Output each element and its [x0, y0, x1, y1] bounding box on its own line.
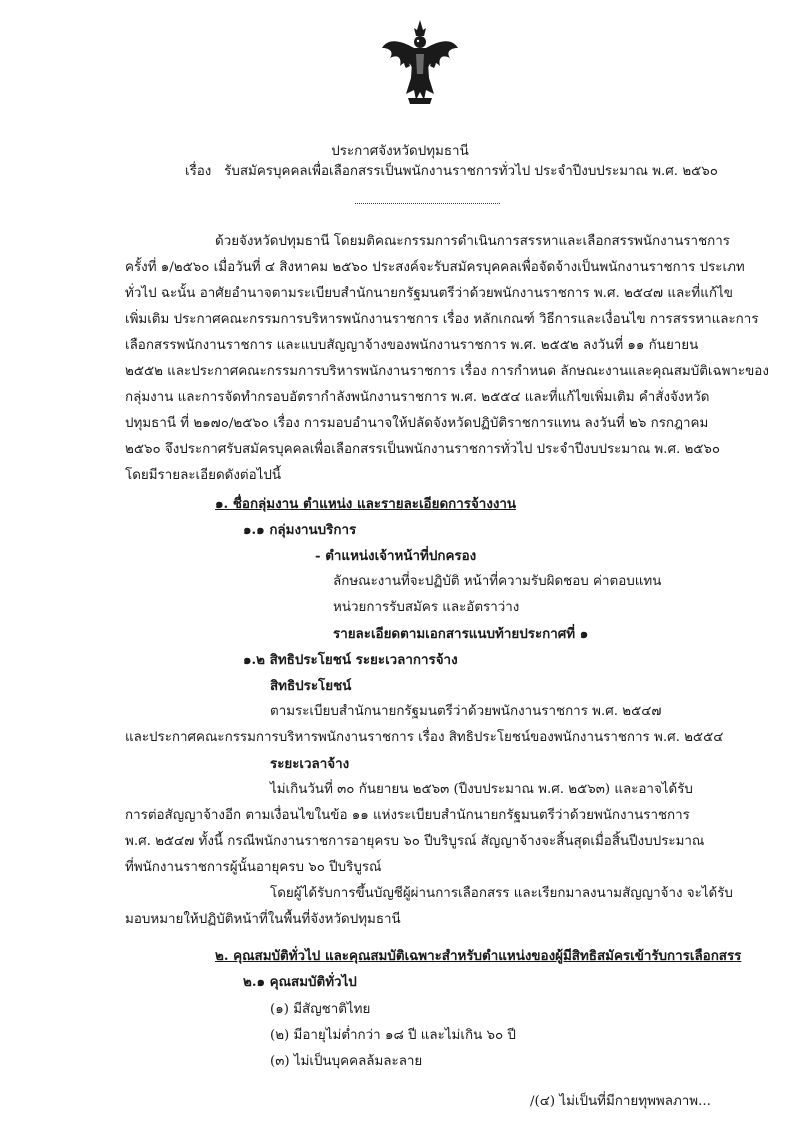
continuation-note: /(๔) ไม่เป็นที่มีกายทุพพลภาพ...: [530, 1094, 711, 1109]
intro-line: ทั่วไป ฉะนั้น อาศัยอำนาจตามระเบียบสำนักนายกรัฐมนตรีว่าด้วยพนักงานราชการ พ.ศ. ๒๕๔๗ และที่แก้ไข: [125, 286, 733, 301]
subsection-1-1: ๑.๑ กลุ่มงานบริการ: [243, 522, 357, 538]
term-text: ไม่เกินวันที่ ๓๐ กันยายน ๒๕๖๓ (ปีงบประมาณ พ.ศ. ๒๕๖๓) และอาจได้รับ: [270, 782, 693, 797]
benefits-text: และประกาศคณะกรรมการบริหารพนักงานราชการ เรื่อง สิทธิประโยชน์ของพนักงานราชการ พ.ศ. ๒๕๕๔: [125, 730, 724, 745]
benefits-title: สิทธิประโยชน์: [270, 678, 352, 694]
subject-text: รับสมัครบุคคลเพื่อเลือกสรรเป็นพนักงานราชการทั่วไป ประจำปีงบประมาณ พ.ศ. ๒๕๖๐: [224, 164, 718, 179]
qualification-item: (๑) มีสัญชาติไทย: [270, 1002, 371, 1017]
term-text: พ.ศ. ๒๕๔๗ ทั้งนี้ กรณีพนักงานราชการอายุครบ ๖๐ ปีบริบูรณ์ สัญญาจ้างจะสิ้นสุดเมื่อสิ้นปีงบประมาณ: [125, 834, 705, 849]
intro-line: ปทุมธานี ที่ ๒๑๗๐/๒๕๖๐ เรื่อง การมอบอำนาจให้ปลัดจังหวัดปฏิบัติราชการแทน ลงวันที่ ๒๖ กรกฎาคม: [125, 416, 709, 431]
term-text: การต่อสัญญาจ้างอีก ตามเงื่อนไขในข้อ ๑๑ แห่งระเบียบสำนักนายกรัฐมนตรีว่าด้วยพนักงานราชการ: [125, 808, 690, 823]
qualification-item: (๓) ไม่เป็นบุคคลล้มละลาย: [270, 1054, 423, 1069]
intro-line: ๒๕๕๒ และประกาศคณะกรรมการบริหารพนักงานราชการ เรื่อง การกำหนด ลักษณะงานและคุณสมบัติเฉพาะของ: [125, 364, 769, 379]
document-title: ประกาศจังหวัดปทุมธานี: [331, 144, 469, 159]
qualification-item: (๒) มีอายุไม่ต่ำกว่า ๑๘ ปี และไม่เกิน ๖๐ ปี: [270, 1028, 516, 1043]
intro-line: เพิ่มเติม ประกาศคณะกรรมการบริหารพนักงานราชการ เรื่อง หลักเกณฑ์ วิธีการและเงื่อนไข การสรรหาและการ: [125, 312, 759, 327]
intro-line: โดยมีรายละเอียดดังต่อไปนี้: [125, 468, 282, 483]
subsection-2-1: ๒.๑ คุณสมบัติทั่วไป: [243, 974, 357, 990]
assignment-text: โดยผู้ได้รับการขึ้นบัญชีผู้ผ่านการเลือกสรร และเรียกมาลงนามสัญญาจ้าง จะได้รับ: [270, 886, 733, 901]
subsection-1-2: ๑.๒ สิทธิประโยชน์ ระยะเวลาการจ้าง: [243, 652, 458, 668]
term-text: ที่พนักงานราชการผู้นั้นอายุครบ ๖๐ ปีบริบูรณ์: [125, 860, 382, 875]
intro-line: เลือกสรรพนักงานราชการ และแบบสัญญาจ้างของพนักงานราชการ พ.ศ. ๒๕๕๒ ลงวันที่ ๑๑ กันยายน: [125, 338, 699, 353]
subject-label: เรื่อง: [185, 164, 212, 179]
detail-reference: รายละเอียดตามเอกสารแนบท้ายประกาศที่ ๑: [333, 626, 589, 642]
garuda-emblem-icon: [380, 18, 460, 108]
divider-dots: [355, 203, 500, 204]
section-1-heading: ๑. ชื่อกลุ่มงาน ตำแหน่ง และรายละเอียดการจ้างงาน: [215, 496, 517, 512]
section-2-heading: ๒. คุณสมบัติทั่วไป และคุณสมบัติเฉพาะสำหรับตำแหน่งของผู้มีสิทธิสมัครเข้ารับการเลือกสรร: [215, 948, 742, 964]
position-desc: หน่วยการรับสมัคร และอัตราว่าง: [333, 600, 520, 615]
position-title: - ตำแหน่งเจ้าหน้าที่ปกครอง: [315, 548, 477, 564]
assignment-text: มอบหมายให้ปฏิบัติหน้าที่ในพื้นที่จังหวัดปทุมธานี: [125, 912, 401, 927]
benefits-text: ตามระเบียบสำนักนายกรัฐมนตรีว่าด้วยพนักงานราชการ พ.ศ. ๒๕๔๗: [270, 704, 662, 719]
intro-line: ด้วยจังหวัดปทุมธานี โดยมติคณะกรรมการดำเนินการสรรหาและเลือกสรรพนักงานราชการ: [215, 234, 730, 249]
position-desc: ลักษณะงานที่จะปฏิบัติ หน้าที่ความรับผิดชอบ ค่าตอบแทน: [333, 574, 662, 589]
term-title: ระยะเวลาจ้าง: [270, 756, 350, 772]
intro-line: ๒๕๖๐ จึงประกาศรับสมัครบุคคลเพื่อเลือกสรรเป็นพนักงานราชการทั่วไป ประจำปีงบประมาณ พ.ศ. ๒๕๖๐: [125, 442, 721, 457]
intro-line: กลุ่มงาน และการจัดทำกรอบอัตรากำลังพนักงานราชการ พ.ศ. ๒๕๕๔ และที่แก้ไขเพิ่มเติม คำสั่งจังหวัด: [125, 390, 710, 405]
subject-line: [185, 162, 718, 182]
intro-line: ครั้งที่ ๑/๒๕๖๐ เมื่อวันที่ ๔ สิงหาคม ๒๕๖๐ ประสงค์จะรับสมัครบุคคลเพื่อจัดจ้างเป็นพนักงานราชการ ประเภท: [125, 260, 745, 275]
